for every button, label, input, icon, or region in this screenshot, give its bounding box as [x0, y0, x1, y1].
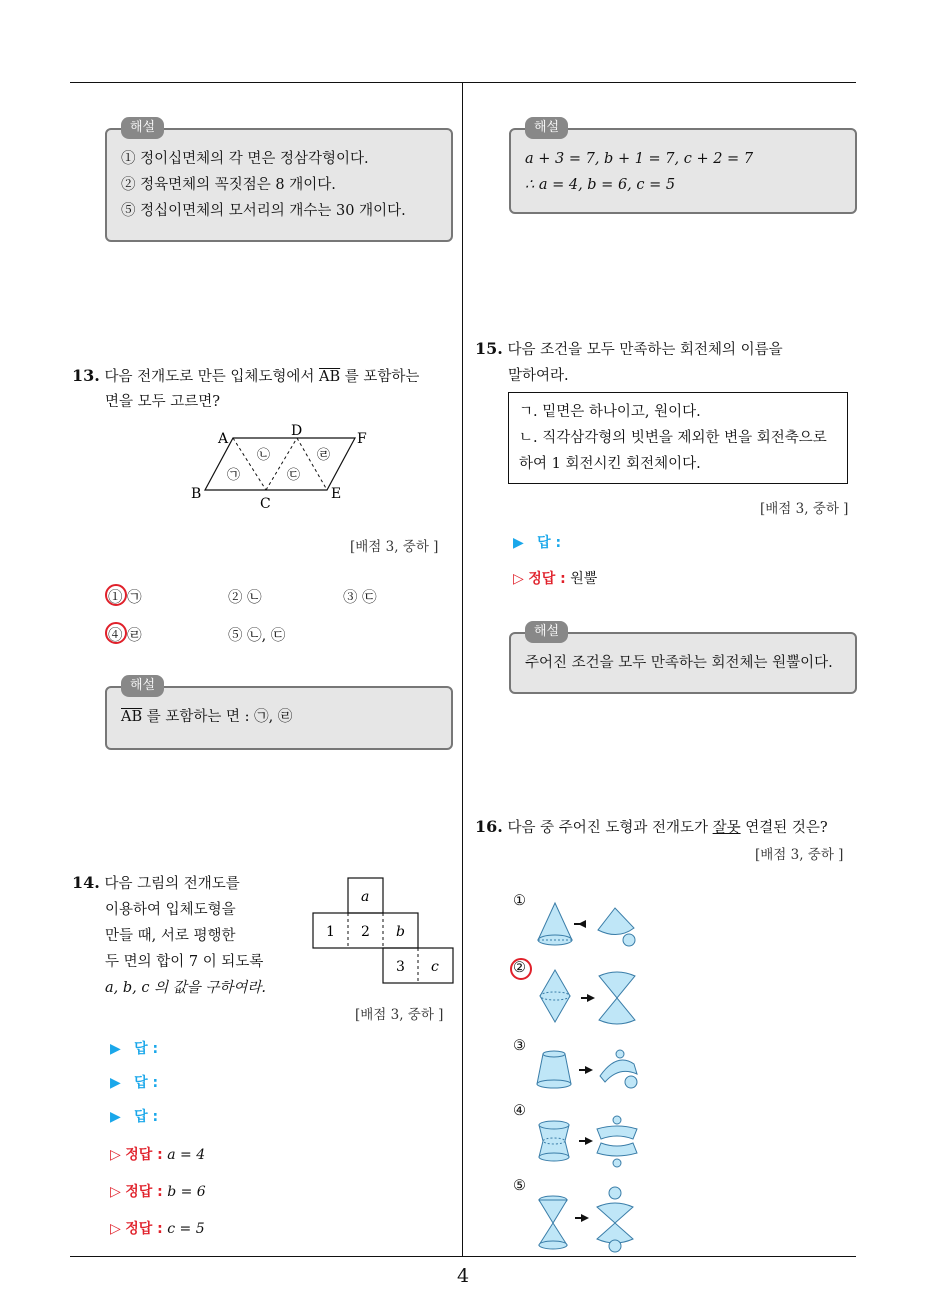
question-text: 말하여라.	[508, 368, 569, 384]
cube-net-figure	[312, 877, 457, 987]
score-label: [배점 3, 중하 ]	[350, 539, 439, 555]
answer-arrow-icon: ▶	[110, 1075, 121, 1091]
answer-row: ▶ 답 :	[513, 535, 562, 551]
explanation-line: 주어진 조건을 모두 만족하는 회전체는 원뿔이다.	[525, 655, 833, 671]
explanation-tab: 해설	[121, 675, 164, 697]
solid-net-pair-1	[530, 900, 650, 952]
vertex-C: C	[260, 496, 271, 512]
solid-net-pair-3	[535, 1048, 655, 1093]
answer-row: ▶ 답 :	[110, 1075, 159, 1091]
question-text: 다음 중 주어진 도형과 전개도가	[507, 820, 713, 836]
solid-net-pair-5	[535, 1185, 655, 1253]
vertex-F: F	[357, 431, 367, 447]
arrow-icon	[581, 1214, 589, 1222]
segment-label: $\overline{AB}$	[121, 709, 143, 725]
explanation-box-14	[509, 120, 857, 214]
option-1[interactable]: ① ㉠	[108, 590, 142, 606]
option-2[interactable]: ②	[513, 960, 526, 976]
score-label: [배점 3, 중하 ]	[355, 1007, 444, 1023]
explanation-line: ∴ a = 4, b = 6, c = 5	[525, 177, 676, 193]
vertex-E: E	[331, 486, 342, 502]
condition-box	[508, 392, 848, 484]
answer-arrow-icon: ▶	[110, 1041, 121, 1057]
question-text: 다음 그림의 전개도를	[104, 876, 240, 892]
correct-answer-row: ▷ 정답 : 원뿔	[513, 571, 598, 587]
correct-answer-row: ▷ 정답 : b = 6	[110, 1184, 206, 1200]
correct-arrow-icon: ▷	[110, 1147, 121, 1163]
explanation-line: a + 3 = 7, b + 1 = 7, c + 2 = 7	[525, 151, 754, 167]
question-16	[475, 814, 860, 841]
barrel-solid	[539, 1121, 569, 1161]
bottom-rule	[70, 1256, 856, 1257]
face-label: ㉢	[287, 468, 301, 483]
arrow-icon	[585, 1066, 593, 1074]
fold-line	[297, 438, 327, 490]
hourglass-solid	[539, 1196, 567, 1249]
question-13	[72, 363, 457, 390]
explanation-box-15	[509, 624, 857, 694]
solid-net-pair-2	[535, 968, 655, 1028]
frustum-solid	[537, 1051, 571, 1088]
cone-net	[598, 908, 635, 946]
net-face-c: c	[431, 959, 439, 975]
face-label: ㉠	[227, 468, 241, 483]
correct-arrow-icon: ▷	[110, 1221, 121, 1237]
correct-answer-row: ▷ 정답 : a = 4	[110, 1147, 206, 1163]
question-text: 만들 때, 서로 평행한	[105, 928, 236, 944]
parallelogram-net-figure	[185, 420, 385, 515]
correct-arrow-icon: ▷	[110, 1184, 121, 1200]
top-rule	[70, 82, 856, 83]
vertex-D: D	[291, 423, 303, 439]
net-face-b: b	[396, 924, 405, 940]
condition-line: ㄱ. 밑면은 하나이고, 원이다.	[519, 404, 701, 420]
double-cone-solid	[540, 970, 570, 1022]
cone-solid	[538, 903, 572, 945]
question-text: 다음 전개도로 만든 입체도형에서	[104, 369, 319, 385]
question-text: 를 포함하는	[340, 369, 420, 385]
explanation-tab: 해설	[525, 117, 568, 139]
score-label: [배점 3, 중하 ]	[760, 501, 849, 517]
net-face-a: a	[361, 889, 370, 905]
hourglass-net	[597, 1187, 633, 1252]
frustum-net	[600, 1050, 637, 1088]
explanation-box-12	[105, 120, 453, 242]
net-face-3: 3	[396, 959, 405, 975]
question-number: 16.	[475, 817, 503, 836]
face-label: ㉡	[257, 448, 271, 463]
solid-net-pair-4	[535, 1115, 655, 1170]
answer-arrow-icon: ▶	[513, 535, 524, 551]
option-2[interactable]: ② ㉡	[228, 590, 262, 606]
barrel-net	[597, 1116, 637, 1167]
question-text: 연결된 것은?	[740, 820, 828, 836]
option-3[interactable]: ③ ㉢	[343, 590, 377, 606]
underlined-word: 잘못	[712, 820, 741, 836]
option-5[interactable]: ⑤ ㉡, ㉢	[228, 628, 286, 644]
question-15	[475, 336, 855, 389]
question-number: 14.	[72, 873, 100, 892]
arrow-icon	[585, 1137, 593, 1145]
option-1[interactable]: ①	[513, 893, 526, 909]
question-number: 13.	[72, 366, 100, 385]
question-text: 두 면의 합이 7 이 되도록	[105, 954, 264, 970]
vertex-B: B	[191, 486, 202, 502]
question-number: 15.	[475, 339, 503, 358]
explanation-line: ② 정육면체의 꼭짓점은 8 개이다.	[121, 177, 336, 193]
correct-arrow-icon: ▷	[513, 571, 524, 587]
explanation-box-13	[105, 678, 453, 750]
arrow-icon	[587, 994, 595, 1002]
net-face-2: 2	[361, 924, 370, 940]
condition-line: 하여 1 회전시킨 회전체이다.	[519, 456, 701, 472]
option-4[interactable]: ④	[513, 1103, 526, 1119]
score-label: [배점 3, 중하 ]	[755, 847, 844, 863]
option-4[interactable]: ④ ㉣	[108, 628, 142, 644]
explanation-tab: 해설	[525, 621, 568, 643]
segment-label: $\overline{AB}$	[319, 369, 341, 385]
vertex-A: A	[218, 431, 229, 447]
net-face-1: 1	[326, 924, 335, 940]
condition-line: ㄴ. 직각삼각형의 빗변을 제외한 변을 회전축으로	[519, 430, 827, 446]
answer-arrow-icon: ▶	[110, 1109, 121, 1125]
question-text: 다음 조건을 모두 만족하는 회전체의 이름을	[507, 342, 783, 358]
face-label: ㉣	[317, 448, 331, 463]
question-text-line2: 면을 모두 고르면?	[105, 394, 221, 410]
explanation-tab: 해설	[121, 117, 164, 139]
explanation-line: ① 정이십면체의 각 면은 정삼각형이다.	[121, 151, 369, 167]
explanation-line: ⑤ 정십이면체의 모서리의 개수는 30 개이다.	[121, 203, 406, 219]
double-cone-net	[599, 972, 635, 1024]
option-5[interactable]: ⑤	[513, 1178, 526, 1194]
question-14	[72, 870, 292, 1001]
column-divider	[462, 82, 463, 1257]
option-3[interactable]: ③	[513, 1038, 526, 1054]
explanation-line: 를 포함하는 면 : ㉠, ㉣	[142, 709, 293, 725]
question-text: 이용하여 입체도형을	[105, 902, 236, 918]
correct-answer-row: ▷ 정답 : c = 5	[110, 1221, 205, 1237]
question-text: a, b, c 의 값을 구하여라.	[105, 980, 266, 996]
answer-row: ▶ 답 :	[110, 1041, 159, 1057]
answer-row: ▶ 답 :	[110, 1109, 159, 1125]
page-number: 4	[456, 1265, 470, 1287]
